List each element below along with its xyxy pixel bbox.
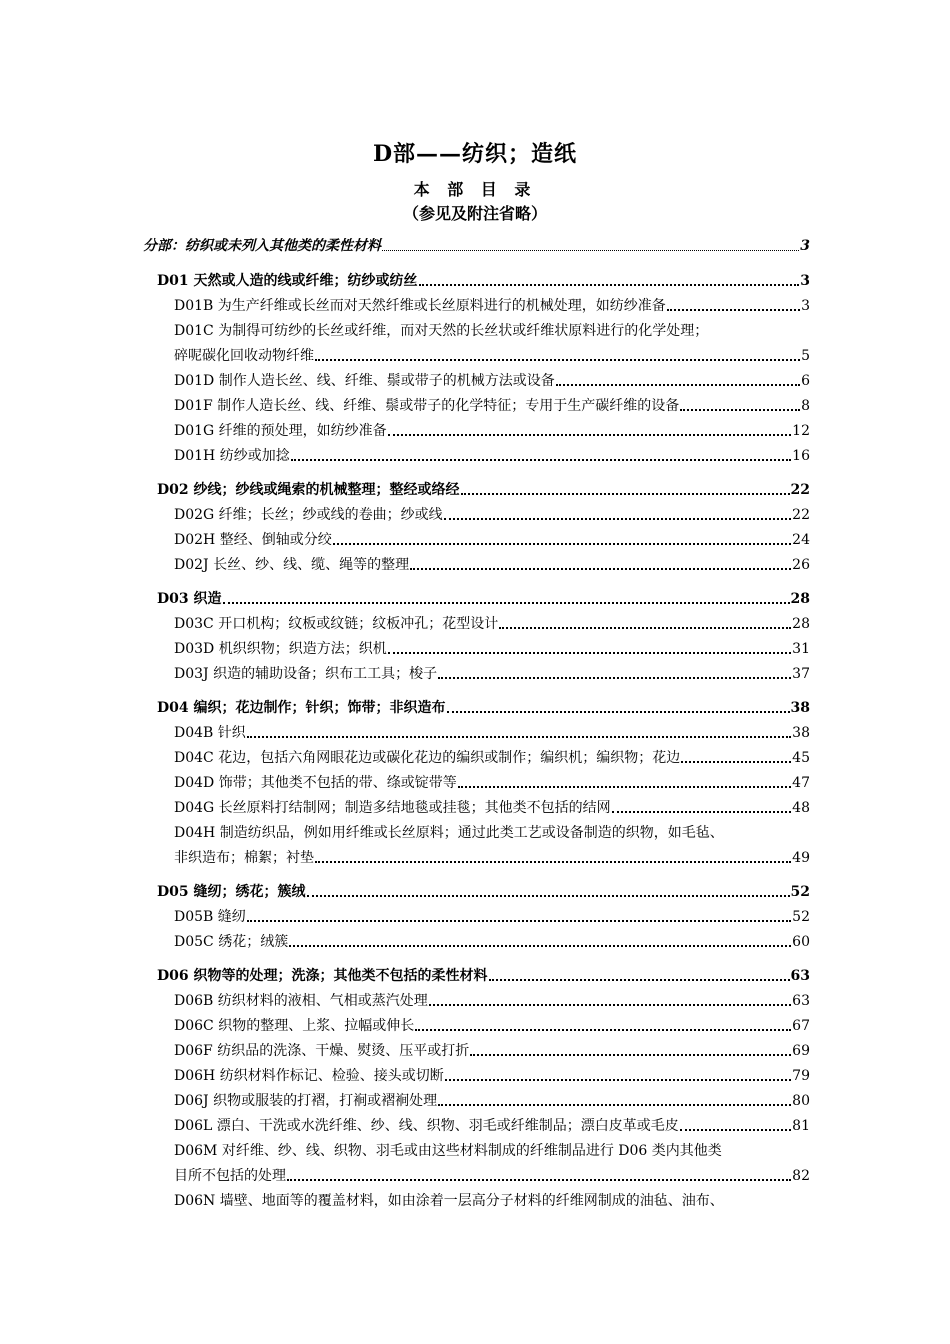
toc-entry-label: D06F 纺织品的洗涤、干燥、熨烫、压平或打折	[174, 1043, 470, 1059]
leader-dots	[247, 920, 791, 922]
toc-subclass-entry[interactable]	[174, 992, 810, 1010]
leader-dots	[307, 895, 790, 897]
toc-entry-label: D01F 制作人造长丝、线、纤维、鬃或带子的化学特征；专用于生产碳纤维的设备	[174, 398, 680, 414]
toc-entry-label: D03 织造	[157, 591, 222, 607]
toc-entry-page: 5	[801, 348, 810, 364]
leader-dots	[556, 384, 800, 386]
leader-dots	[458, 786, 791, 788]
toc-heading: 本 部 目 录	[413, 180, 537, 199]
leader-dots	[223, 602, 790, 604]
toc-entry-label: D04C 花边，包括六角网眼花边或碳化花边的编织或制作；编织机；编织物；花边	[174, 750, 681, 766]
leader-dots	[247, 736, 791, 738]
toc-entry-page: 3	[800, 273, 810, 289]
toc-entry-page: 47	[792, 775, 810, 791]
leader-dots	[429, 1004, 791, 1006]
leader-dots	[445, 1079, 791, 1081]
leader-dots	[315, 861, 791, 863]
page-title: D部——纺织；造纸	[372, 141, 578, 167]
toc-entry-page: 28	[790, 591, 810, 607]
toc-entry-label: D06 织物等的处理；洗涤；其他类不包括的柔性材料	[157, 968, 488, 984]
toc-entry-page: 81	[792, 1118, 810, 1134]
toc-entry-label: D01D 制作人造长丝、线、纤维、鬃或带子的机械方法或设备	[174, 373, 555, 389]
toc-subclass-entry[interactable]	[174, 1067, 810, 1085]
leader-dots	[438, 677, 791, 679]
leader-dots	[382, 250, 799, 251]
toc-entry-label: D05C 绣花；绒簇	[174, 934, 289, 950]
toc-subclass-entry[interactable]	[174, 1167, 810, 1185]
leader-dots	[289, 945, 791, 947]
toc-entry-page: 63	[792, 993, 810, 1009]
toc-entry-page: 16	[792, 448, 810, 464]
toc-entry-page: 60	[792, 934, 810, 950]
leader-dots	[489, 979, 790, 981]
toc-entry-label: 非织造布；棉絮；衬垫	[174, 850, 314, 866]
toc-entry-page: 22	[790, 482, 810, 498]
toc-subclass-entry[interactable]	[174, 531, 810, 549]
toc-subclass-entry[interactable]	[174, 556, 810, 574]
toc-class-entry[interactable]	[157, 967, 810, 985]
leader-dots	[680, 1129, 791, 1131]
toc-subclass-entry[interactable]	[174, 1017, 810, 1035]
toc-subclass-entry[interactable]	[174, 372, 810, 390]
toc-entry-label: D01 天然或人造的线或纤维；纺纱或纺丝	[157, 273, 418, 289]
toc-subclass-entry[interactable]	[174, 933, 810, 951]
toc-subclass-entry[interactable]	[174, 724, 810, 742]
toc-subclass-entry[interactable]	[174, 506, 810, 524]
toc-entry-page: 69	[792, 1043, 810, 1059]
leader-dots	[333, 543, 791, 545]
leader-dots	[612, 811, 792, 813]
toc-entry-page: 6	[801, 373, 810, 389]
toc-entry-label: D06C 织物的整理、上浆、拉幅或伸长	[174, 1018, 415, 1034]
toc-entry-page: 79	[792, 1068, 810, 1084]
toc-entry-page: 24	[792, 532, 810, 548]
toc-subclass-entry[interactable]	[174, 397, 810, 415]
toc-entry-page: 49	[792, 850, 810, 866]
toc-subclass-entry[interactable]	[174, 774, 810, 792]
leader-dots	[291, 459, 791, 461]
toc-class-entry[interactable]	[157, 272, 810, 290]
toc-entry-page: 31	[792, 641, 810, 657]
leader-dots	[680, 409, 800, 411]
toc-subclass-entry[interactable]	[174, 447, 810, 465]
toc-entry-page: 3	[800, 238, 810, 254]
toc-subclass-entry[interactable]	[174, 347, 810, 365]
leader-dots	[410, 568, 791, 570]
toc-subclass-entry[interactable]	[174, 749, 810, 767]
leader-dots	[667, 309, 800, 311]
toc-entry-label: D01G 纤维的预处理，如纺纱准备	[174, 423, 387, 439]
toc-note: （参见及附注省略）	[402, 204, 547, 223]
toc-entry-label: D04 编织；花边制作；针织；饰带；非织造布	[157, 700, 446, 716]
toc-entry-label: D02J 长丝、纱、线、缆、绳等的整理	[174, 557, 410, 573]
toc-subclass-entry[interactable]	[174, 422, 810, 440]
leader-dots	[388, 652, 791, 654]
toc-entry-page: 45	[792, 750, 810, 766]
toc-entry-label: D01B 为生产纤维或长丝而对天然纤维或长丝原料进行的机械处理，如纺纱准备	[174, 298, 666, 314]
toc-subclass-entry[interactable]	[174, 1092, 810, 1110]
toc-entry-label: D02G 纤维；长丝；纱或线的卷曲；纱或线	[174, 507, 443, 523]
toc-entry-label: D04B 针织	[174, 725, 246, 741]
toc-entry-page: 37	[792, 666, 810, 682]
leader-dots	[470, 1054, 791, 1056]
toc-subclass-entry[interactable]	[174, 799, 810, 817]
toc-entry-label: D05 缝纫；绣花；簇绒	[157, 884, 306, 900]
toc-entry-label: 目所不包括的处理	[174, 1168, 286, 1184]
toc-subclass-entry-line1[interactable]: D06M 对纤维、纱、线、织物、羽毛或由这些材料制成的纤维制品进行 D06 类内其他类	[174, 1143, 722, 1159]
toc-subclass-entry[interactable]	[174, 640, 810, 658]
toc-entry-page: 26	[792, 557, 810, 573]
leader-dots	[287, 1179, 791, 1181]
toc-entry-label: 分部：纺织或未列入其他类的柔性材料	[143, 238, 381, 254]
toc-entry-page: 63	[790, 968, 810, 984]
toc-subclass-entry[interactable]	[174, 297, 810, 315]
toc-subclass-entry-line1[interactable]: D06N 墙壁、地面等的覆盖材料，如由涂着一层高分子材料的纤维网制成的油毡、油布、	[174, 1193, 724, 1209]
toc-entry-page: 52	[792, 909, 810, 925]
toc-subclass-entry-line1[interactable]: D01C 为制得可纺纱的长丝或纤维，而对天然的长丝状或纤维状原料进行的化学处理；	[174, 323, 709, 339]
toc-class-entry[interactable]	[157, 481, 810, 499]
toc-subclass-entry-line1[interactable]: D04H 制造纺织品，例如用纤维或长丝原料；通过此类工艺或设备制造的织物，如毛毡、	[174, 825, 724, 841]
toc-entry-label: D06J 织物或服装的打褶，打裥或褶裥处理	[174, 1093, 438, 1109]
toc-entry-label: 碎呢碳化回收动物纤维	[174, 348, 314, 364]
toc-entry-page: 38	[792, 725, 810, 741]
toc-subclass-entry[interactable]	[174, 908, 810, 926]
toc-entry-page: 67	[792, 1018, 810, 1034]
toc-entry-page: 48	[792, 800, 810, 816]
toc-subclass-entry[interactable]	[174, 665, 810, 683]
toc-class-entry[interactable]	[157, 590, 810, 608]
toc-entry-label: D03D 机织织物；织造方法；织机	[174, 641, 387, 657]
leader-dots	[388, 434, 791, 436]
toc-entry-page: 12	[792, 423, 810, 439]
toc-subclass-entry[interactable]	[174, 615, 810, 633]
leader-dots	[461, 493, 790, 495]
toc-subclass-entry[interactable]	[174, 849, 810, 867]
toc-entry-label: D02H 整经、倒轴或分绞	[174, 532, 332, 548]
toc-entry-label: D04G 长丝原料打结制网；制造多结地毯或挂毯；其他类不包括的结网	[174, 800, 611, 816]
leader-dots	[681, 761, 791, 763]
toc-entry-page: 3	[801, 298, 810, 314]
toc-entry-page: 38	[790, 700, 810, 716]
leader-dots	[419, 284, 800, 286]
leader-dots	[438, 1104, 791, 1106]
toc-entry-label: D05B 缝纫	[174, 909, 246, 925]
toc-part-entry[interactable]	[143, 237, 810, 255]
toc-entry-label: D01H 纺纱或加捻	[174, 448, 290, 464]
toc-entry-label: D06L 漂白、干洗或水洗纤维、纱、线、织物、羽毛或纤维制品；漂白皮革或毛皮	[174, 1118, 679, 1134]
toc-entry-page: 28	[792, 616, 810, 632]
toc-entry-label: D06H 纺织材料作标记、检验、接头或切断	[174, 1068, 444, 1084]
toc-entry-label: D03J 织造的辅助设备；织布工工具；梭子	[174, 666, 438, 682]
toc-entry-page: 22	[792, 507, 810, 523]
toc-class-entry[interactable]	[157, 699, 810, 717]
leader-dots	[447, 711, 790, 713]
toc-entry-label: D06B 纺织材料的液相、气相或蒸汽处理	[174, 993, 428, 1009]
toc-entry-page: 80	[792, 1093, 810, 1109]
toc-entry-label: D02 纱线；纱线或绳索的机械整理；整经或络经	[157, 482, 460, 498]
toc-entry-page: 52	[790, 884, 810, 900]
leader-dots	[444, 518, 792, 520]
toc-entry-label: D03C 开口机构；纹板或纹链；纹板冲孔；花型设计	[174, 616, 499, 632]
leader-dots	[315, 359, 800, 361]
toc-entry-page: 8	[801, 398, 810, 414]
toc-entry-label: D04D 饰带；其他类不包括的带、绦或锭带等	[174, 775, 457, 791]
leader-dots	[499, 627, 791, 629]
toc-class-entry[interactable]	[157, 883, 810, 901]
toc-subclass-entry[interactable]	[174, 1042, 810, 1060]
toc-subclass-entry[interactable]	[174, 1117, 810, 1135]
toc-entry-page: 82	[792, 1168, 810, 1184]
leader-dots	[415, 1029, 791, 1031]
